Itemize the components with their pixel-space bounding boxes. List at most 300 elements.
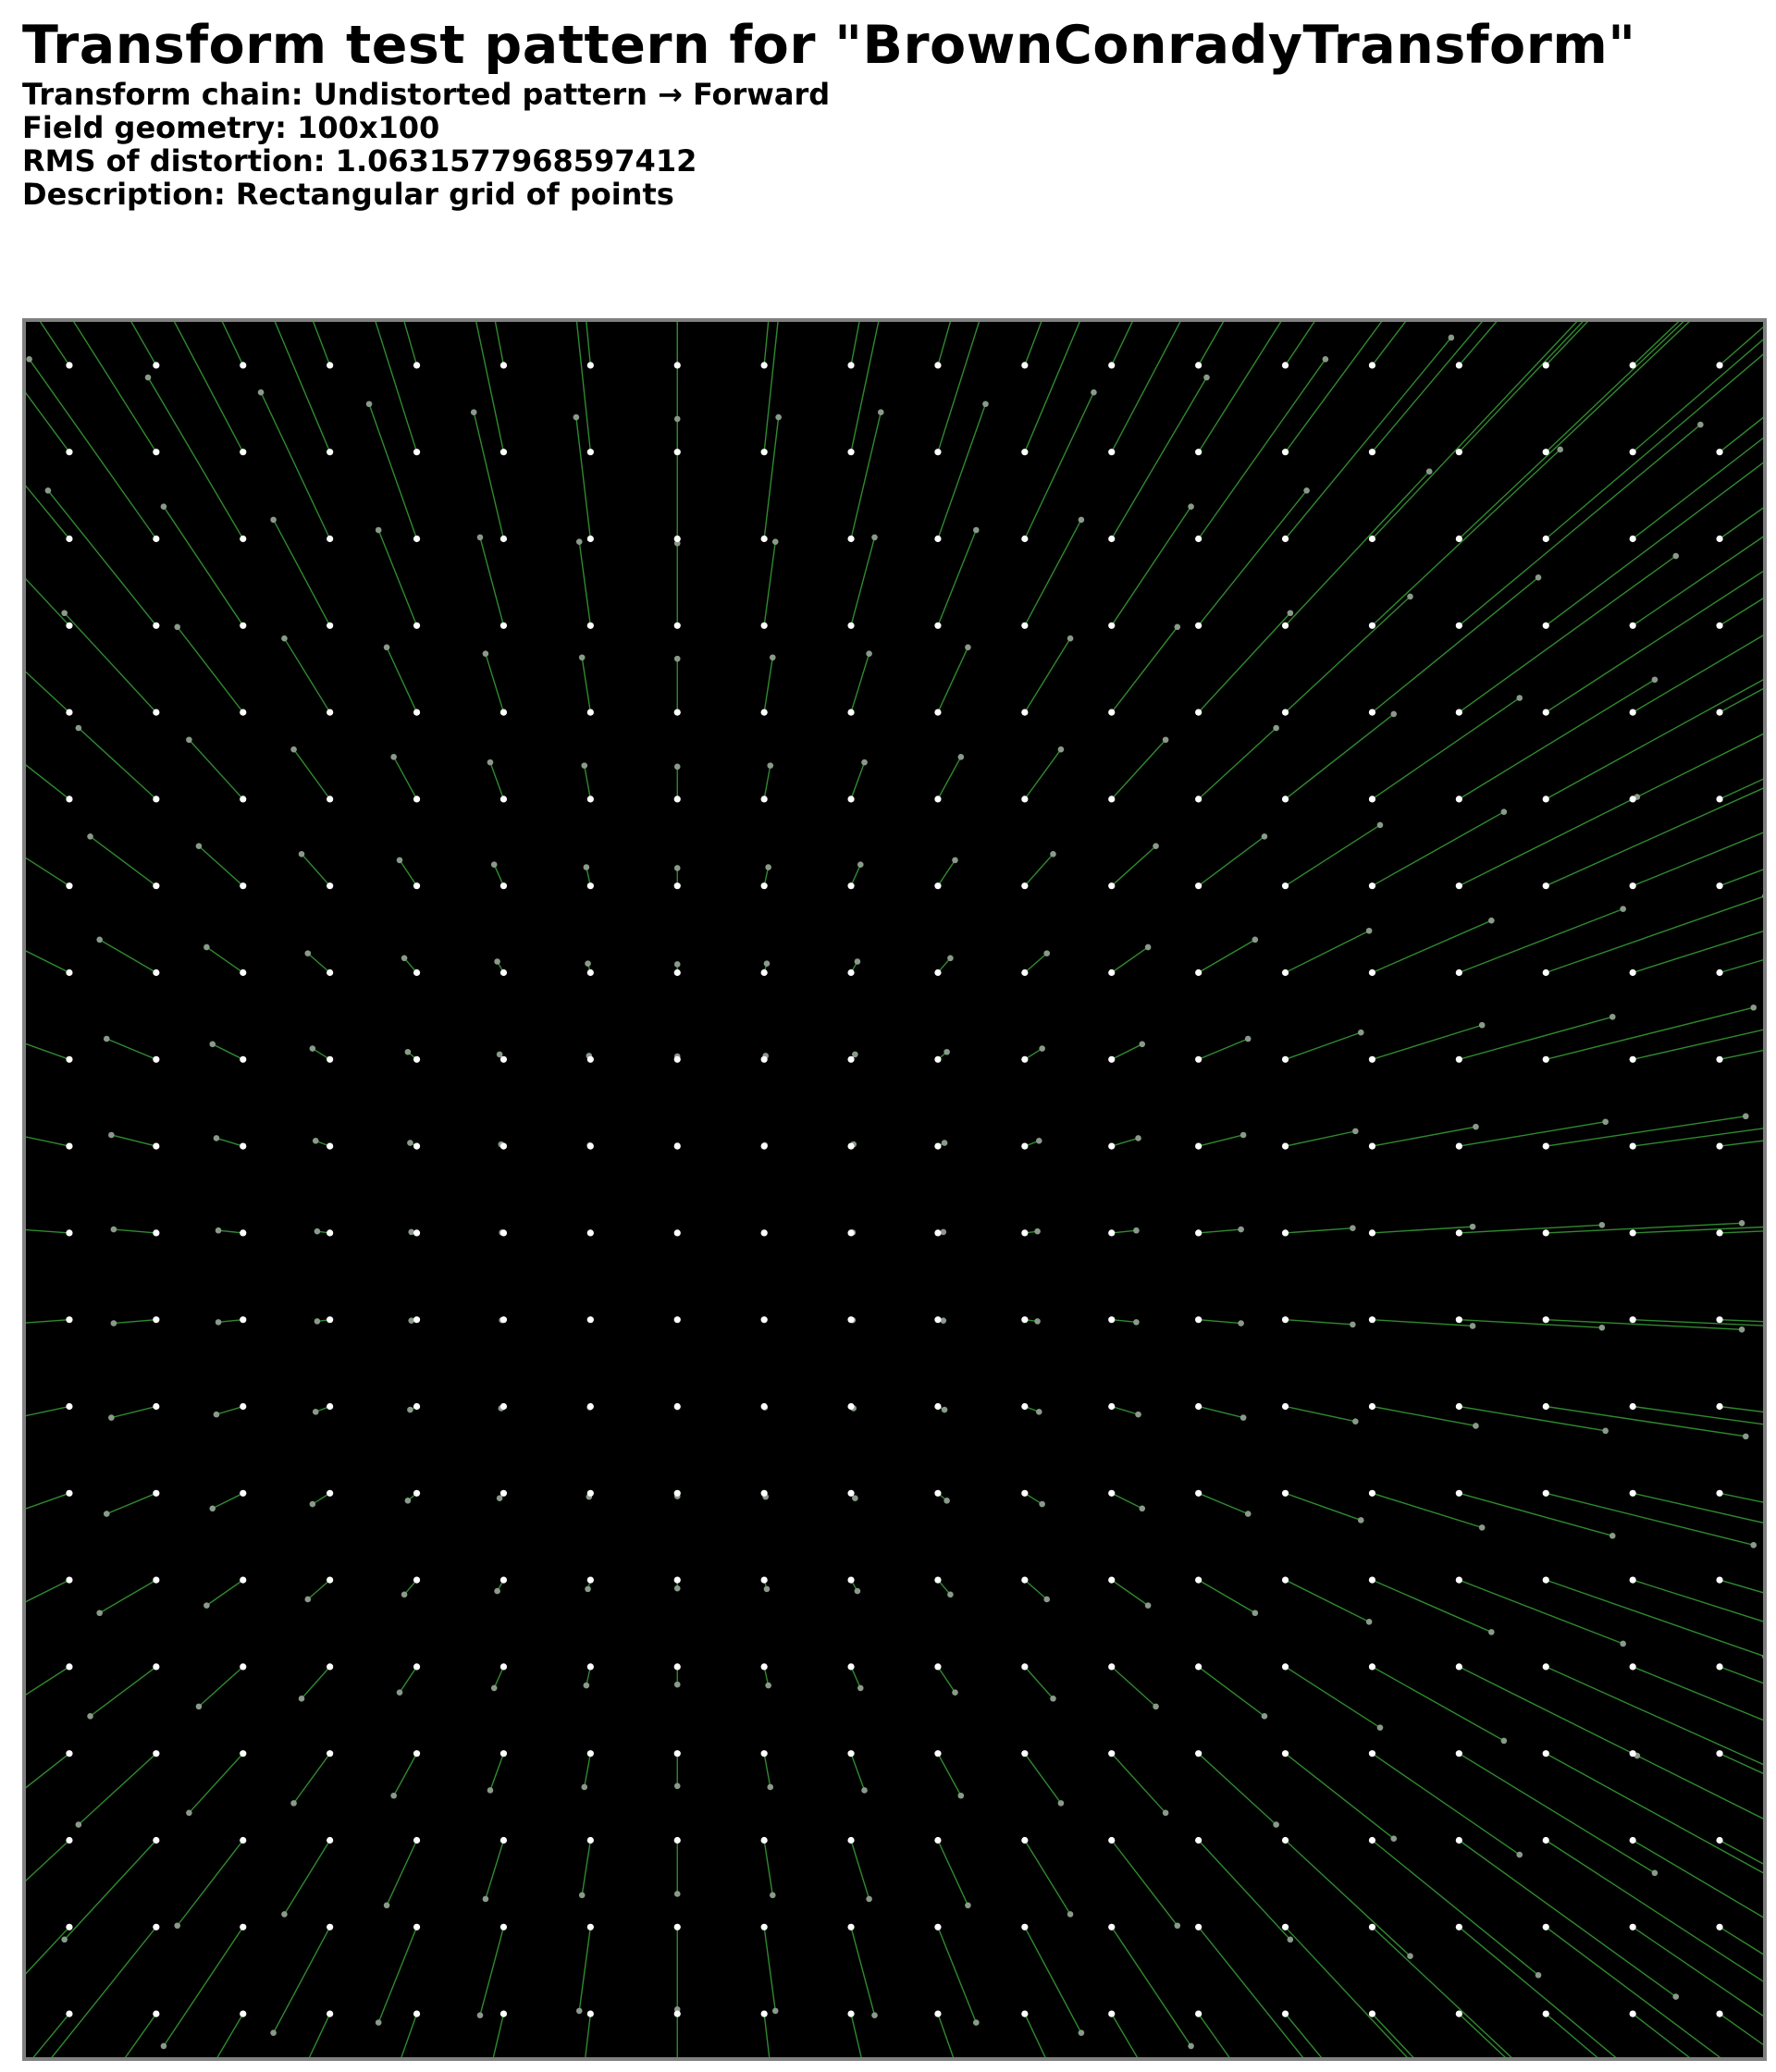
displacement-line <box>1112 1841 1178 1926</box>
undistorted-point <box>1369 623 1375 629</box>
undistorted-point <box>1456 449 1462 455</box>
displacement-line <box>764 542 775 626</box>
displacement-line <box>308 1580 330 1599</box>
displacement-line <box>1199 1841 1290 1940</box>
distorted-point <box>1139 1505 1145 1511</box>
undistorted-point <box>500 1056 507 1063</box>
displacement-line <box>284 638 329 712</box>
undistorted-point <box>674 1837 681 1844</box>
displacement-line <box>1633 1927 1763 2057</box>
displacement-line <box>1720 1841 1763 2058</box>
undistorted-point <box>240 1229 246 1236</box>
undistorted-point <box>847 2011 854 2017</box>
undistorted-point <box>1195 1056 1202 1063</box>
displacement-line <box>1546 322 1763 365</box>
undistorted-point <box>66 1837 72 1844</box>
displacement-line <box>111 1135 155 1146</box>
undistorted-point <box>1543 1924 1549 1930</box>
displacement-line <box>274 1927 330 2032</box>
undistorted-point <box>1456 796 1462 802</box>
distorted-point <box>1050 851 1056 857</box>
undistorted-point <box>1108 882 1115 889</box>
undistorted-point <box>1456 1490 1462 1497</box>
distorted-point <box>304 1597 311 1603</box>
displacement-line <box>1286 597 1411 712</box>
distorted-point <box>1407 594 1413 600</box>
distorted-point <box>186 1810 192 1817</box>
distorted-point <box>216 1227 222 1234</box>
displacement-line <box>1286 1032 1362 1059</box>
distorted-point <box>674 1783 681 1790</box>
displacement-line <box>851 1927 874 2015</box>
displacement-line <box>1112 1230 1137 1233</box>
distorted-point <box>96 937 103 944</box>
displacement-line <box>851 865 860 886</box>
undistorted-point <box>1543 623 1549 629</box>
undistorted-point <box>413 1143 420 1150</box>
displacement-line <box>369 2014 416 2057</box>
distorted-point <box>965 1903 971 1909</box>
distorted-point <box>1473 1423 1479 1429</box>
distorted-point <box>674 416 681 423</box>
distorted-point <box>87 1713 93 1720</box>
distorted-point <box>483 650 489 657</box>
undistorted-point <box>240 1924 246 1930</box>
undistorted-point <box>1543 1837 1549 1844</box>
distorted-point <box>584 1683 590 1689</box>
undistorted-point <box>674 1924 681 1930</box>
undistorted-point <box>1108 1143 1115 1150</box>
undistorted-point <box>1543 449 1549 455</box>
distorted-point <box>1288 1937 1294 1943</box>
undistorted-point <box>1630 1837 1636 1844</box>
displacement-line <box>218 1320 243 1323</box>
distorted-point <box>764 1586 771 1593</box>
undistorted-point <box>153 1229 159 1236</box>
displacement-line <box>1112 1580 1148 1606</box>
undistorted-point <box>1369 362 1375 368</box>
undistorted-point <box>1456 1577 1462 1584</box>
displacement-line <box>1459 909 1622 973</box>
undistorted-point <box>327 1490 333 1497</box>
undistorted-point <box>1108 1229 1115 1236</box>
displacement-line <box>1112 377 1207 538</box>
undistorted-point <box>413 1316 420 1323</box>
undistorted-point <box>674 1577 681 1584</box>
distorted-point <box>1252 937 1259 944</box>
displacement-line <box>26 1320 69 1325</box>
undistorted-point <box>500 796 507 802</box>
distorted-point <box>1240 1132 1247 1139</box>
distorted-point <box>871 2012 878 2018</box>
displacement-line <box>294 749 330 799</box>
displacement-line <box>1112 1320 1137 1323</box>
distorted-point <box>487 1787 494 1794</box>
undistorted-point <box>1369 796 1375 802</box>
undistorted-point <box>327 969 333 976</box>
undistorted-point <box>500 1229 507 1236</box>
distorted-point <box>290 1800 297 1807</box>
undistorted-point <box>1369 709 1375 716</box>
distorted-point <box>401 1591 408 1597</box>
undistorted-point <box>1108 1316 1115 1323</box>
displacement-line <box>1199 1039 1249 1059</box>
undistorted-point <box>587 536 594 542</box>
undistorted-point <box>934 1924 941 1930</box>
distorted-point <box>111 1320 117 1326</box>
undistorted-point <box>1630 1403 1636 1410</box>
undistorted-point <box>1456 536 1462 542</box>
undistorted-point <box>413 1924 420 1930</box>
undistorted-point <box>1369 1056 1375 1063</box>
distorted-point <box>161 2043 167 2050</box>
undistorted-point <box>1456 1056 1462 1063</box>
displacement-line <box>216 1407 243 1415</box>
distorted-point <box>1163 736 1169 743</box>
undistorted-point <box>1369 1229 1375 1236</box>
undistorted-point <box>587 2011 594 2017</box>
undistorted-point <box>153 2011 159 2017</box>
undistorted-point <box>1456 1143 1462 1150</box>
undistorted-point <box>240 969 246 976</box>
displacement-line <box>1633 1667 1763 1791</box>
undistorted-point <box>1195 2011 1202 2017</box>
undistorted-point <box>240 623 246 629</box>
distorted-point <box>947 956 954 962</box>
displacement-line <box>111 322 243 365</box>
distorted-point <box>585 1586 591 1593</box>
distorted-point <box>1377 1724 1384 1731</box>
undistorted-point <box>1282 1750 1289 1757</box>
displacement-line <box>1112 1927 1191 2046</box>
displacement-line <box>1720 1754 1763 1941</box>
displacement-line <box>1025 392 1094 538</box>
displacement-line <box>65 1841 156 1940</box>
distorted-point <box>87 833 93 840</box>
undistorted-point <box>674 1750 681 1757</box>
displacement-line <box>1286 1841 1411 1956</box>
displacement-line <box>579 542 590 626</box>
distorted-point <box>491 861 498 868</box>
distorted-point <box>1743 1434 1749 1440</box>
displacement-line <box>764 1754 771 1787</box>
undistorted-point <box>500 1577 507 1584</box>
distorted-point <box>857 861 864 868</box>
undistorted-point <box>1456 623 1462 629</box>
undistorted-point <box>1282 623 1289 629</box>
displacement-line <box>480 537 503 625</box>
undistorted-point <box>413 1403 420 1410</box>
undistorted-point <box>1282 362 1289 368</box>
displacement-line <box>1459 2014 1728 2057</box>
undistorted-point <box>1108 1577 1115 1584</box>
undistorted-point <box>587 1750 594 1757</box>
distorted-point <box>196 843 203 849</box>
undistorted-point <box>1630 796 1636 802</box>
undistorted-point <box>587 796 594 802</box>
distorted-point <box>390 1793 397 1799</box>
displacement-line <box>938 1927 976 2022</box>
displacement-line <box>1372 322 1613 452</box>
displacement-line <box>1633 366 1763 626</box>
distorted-point <box>384 1903 390 1909</box>
undistorted-point <box>1716 1143 1722 1150</box>
undistorted-point <box>847 1403 854 1410</box>
distorted-point <box>26 356 32 363</box>
undistorted-point <box>66 1577 72 1584</box>
distorted-point <box>1240 1414 1247 1421</box>
displacement-line <box>302 854 330 885</box>
undistorted-point <box>1543 969 1549 976</box>
distorted-point <box>111 1227 117 1233</box>
distorted-point <box>1470 1224 1476 1230</box>
undistorted-point <box>1630 1750 1636 1757</box>
undistorted-point <box>1716 449 1722 455</box>
displacement-line <box>387 1841 416 1906</box>
displacement-line <box>1372 920 1491 972</box>
distorted-points <box>26 322 1763 2057</box>
displacement-line <box>938 757 961 799</box>
undistorted-point <box>66 1143 72 1150</box>
undistorted-point <box>66 1316 72 1323</box>
distorted-point <box>483 1896 489 1903</box>
distorted-point <box>497 1495 503 1501</box>
displacement-line <box>1546 1116 1745 1146</box>
undistorted-point <box>327 1577 333 1584</box>
undistorted-point <box>500 1403 507 1410</box>
displacement-line <box>26 1580 69 1622</box>
distorted-point <box>494 1588 500 1595</box>
displacement-line <box>480 1927 503 2015</box>
undistorted-point <box>1543 536 1549 542</box>
displacement-line <box>164 1927 243 2046</box>
undistorted-point <box>1108 1056 1115 1063</box>
distorted-point <box>204 1602 210 1609</box>
undistorted-point <box>153 449 159 455</box>
displacement-line <box>938 648 968 712</box>
undistorted-point <box>153 1577 159 1584</box>
displacement-line <box>1720 322 1763 539</box>
distorted-point <box>866 650 872 657</box>
undistorted-point <box>1630 1143 1636 1150</box>
undistorted-point <box>847 1229 854 1236</box>
undistorted-point <box>1021 1316 1028 1323</box>
undistorted-point <box>327 1316 333 1323</box>
undistorted-point <box>1195 1750 1202 1757</box>
displacement-line <box>764 2014 778 2057</box>
distorted-point <box>1036 1409 1042 1415</box>
displacement-line <box>189 1754 242 1813</box>
undistorted-point <box>66 1490 72 1497</box>
displacement-line <box>1720 866 1763 972</box>
displacement-line <box>30 359 156 538</box>
undistorted-point <box>847 1837 854 1844</box>
distorted-point <box>1602 1428 1609 1435</box>
displacement-line <box>1025 1754 1061 1804</box>
distorted-point <box>1557 447 1563 453</box>
displacement-line <box>91 1667 156 1716</box>
undistorted-point <box>934 1403 941 1410</box>
displacement-lines <box>26 322 1763 2057</box>
displacement-line <box>1199 1135 1243 1146</box>
distorted-point <box>579 1893 586 1899</box>
undistorted-point <box>1369 1924 1375 1930</box>
undistorted-point <box>500 1750 507 1757</box>
undistorted-point <box>240 882 246 889</box>
displacement-line <box>26 322 156 452</box>
undistorted-point <box>1716 796 1722 802</box>
displacement-line <box>1372 812 1503 886</box>
displacement-line <box>1459 1841 1675 1997</box>
displacement-line <box>394 757 417 799</box>
distorted-point <box>1133 1227 1140 1234</box>
displacement-line <box>1546 1320 1742 1330</box>
distorted-point <box>1426 468 1433 475</box>
displacement-line <box>394 1754 417 1796</box>
undistorted-point <box>66 882 72 889</box>
undistorted-point <box>587 1316 594 1323</box>
page-title: Transform test pattern for "BrownConradyTransform" <box>22 15 1636 76</box>
undistorted-point <box>1716 536 1722 542</box>
distorted-point <box>76 725 82 732</box>
undistorted-point <box>1716 1837 1722 1844</box>
displacement-line <box>26 322 69 452</box>
distorted-point <box>209 1505 216 1511</box>
displacement-line <box>938 1754 961 1796</box>
undistorted-point <box>1630 969 1636 976</box>
undistorted-point <box>413 362 420 368</box>
distorted-point <box>104 1511 110 1517</box>
distorted-point <box>1488 918 1495 924</box>
displacement-line <box>938 1841 968 1906</box>
distorted-point <box>1479 1524 1486 1531</box>
distorted-point <box>973 527 980 534</box>
undistorted-point <box>847 969 854 976</box>
undistorted-point <box>847 1924 854 1930</box>
undistorted-point <box>153 969 159 976</box>
undistorted-point <box>587 1143 594 1150</box>
undistorted-point <box>1630 1229 1636 1236</box>
undistorted-point <box>500 362 507 368</box>
distorted-point <box>1697 422 1704 428</box>
distorted-point <box>281 1911 288 1918</box>
displacement-line <box>1459 322 1763 365</box>
undistorted-point <box>934 623 941 629</box>
displacement-line <box>400 860 417 886</box>
displacement-line <box>1633 322 1763 539</box>
undistorted-point <box>153 882 159 889</box>
undistorted-point <box>240 536 246 542</box>
undistorted-point <box>1282 1143 1289 1150</box>
distorted-point <box>405 1049 412 1055</box>
distorted-point <box>1039 1501 1045 1508</box>
distorted-point <box>390 754 397 760</box>
displacement-line <box>1199 1580 1255 1613</box>
displacement-line <box>130 322 243 452</box>
undistorted-point <box>66 536 72 542</box>
undistorted-point <box>934 1837 941 1844</box>
displacement-line <box>148 2014 243 2057</box>
undistorted-point <box>1456 882 1462 889</box>
undistorted-point <box>327 536 333 542</box>
displacement-line <box>26 322 69 365</box>
undistorted-point <box>1195 1837 1202 1844</box>
displacement-line <box>1286 1320 1353 1325</box>
distorted-point <box>477 2012 484 2018</box>
displacement-line <box>1546 1927 1763 2057</box>
displacement-line <box>1720 1407 1763 1449</box>
undistorted-point <box>153 1143 159 1150</box>
distorted-point <box>1672 1993 1679 2000</box>
distorted-point <box>174 1922 180 1929</box>
displacement-line <box>100 1580 156 1613</box>
distorted-point <box>1652 676 1659 683</box>
distorted-point <box>866 1896 872 1903</box>
displacement-line <box>1720 1580 1763 1686</box>
undistorted-point <box>674 709 681 716</box>
displacement-line <box>1112 322 1225 452</box>
undistorted-point <box>500 623 507 629</box>
distorted-point <box>1610 1014 1616 1020</box>
distorted-point <box>767 762 773 769</box>
displacement-line <box>1199 2014 1326 2057</box>
displacement-line <box>1459 1407 1605 1431</box>
displacement-line <box>1633 762 1763 886</box>
undistorted-point <box>240 449 246 455</box>
distorted-point <box>576 538 583 545</box>
distorted-point <box>1303 487 1310 494</box>
displacement-line <box>1286 1493 1362 1520</box>
displacement-line <box>1286 825 1380 886</box>
undistorted-point <box>1021 1663 1028 1670</box>
displacement-line <box>1720 1667 1763 1811</box>
undistorted-point <box>413 449 420 455</box>
undistorted-point <box>1369 1837 1375 1844</box>
undistorted-point <box>674 623 681 629</box>
displacement-line <box>199 1667 243 1707</box>
undistorted-point <box>1108 449 1115 455</box>
distorted-point <box>1043 1597 1050 1603</box>
distorted-point <box>1536 1972 1542 1979</box>
undistorted-point <box>413 1229 420 1236</box>
displacement-line <box>1720 612 1763 799</box>
displacement-line <box>1459 1754 1655 1873</box>
undistorted-point <box>934 449 941 455</box>
undistorted-point <box>1630 1577 1636 1584</box>
undistorted-point <box>240 1403 246 1410</box>
undistorted-point <box>1108 623 1115 629</box>
undistorted-point <box>66 796 72 802</box>
displacement-line <box>938 322 996 452</box>
displacement-line <box>1633 1580 1763 1671</box>
displacement-line <box>1112 846 1156 886</box>
undistorted-point <box>761 536 768 542</box>
undistorted-point <box>1108 362 1115 368</box>
undistorted-point <box>327 1056 333 1063</box>
displacement-line <box>231 322 330 365</box>
displacement-line <box>1633 882 1763 972</box>
distorted-point <box>1139 1042 1145 1048</box>
undistorted-point <box>587 1490 594 1497</box>
displacement-line <box>199 846 243 886</box>
undistorted-point <box>1716 2011 1722 2017</box>
undistorted-point <box>1282 796 1289 802</box>
distorted-point <box>270 517 277 524</box>
distorted-point <box>1366 1619 1373 1625</box>
undistorted-point <box>1195 1577 1202 1584</box>
displacement-line <box>1372 577 1538 712</box>
undistorted-point <box>1543 1316 1549 1323</box>
